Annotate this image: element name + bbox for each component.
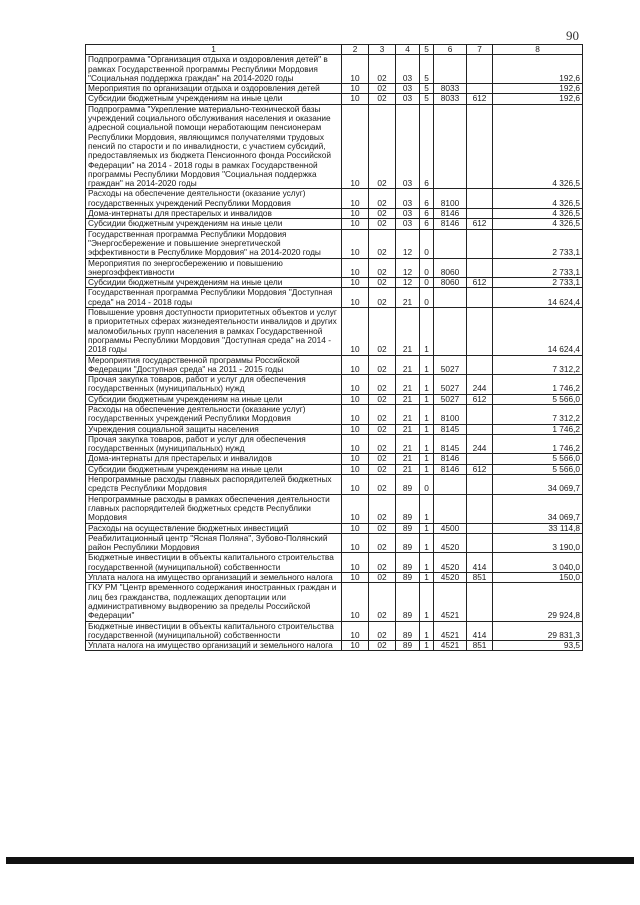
row-amount: 5 566,0 [493,454,583,464]
code-subprogram: 1 [420,583,434,621]
row-amount: 29 924,8 [493,583,583,621]
row-amount: 14 624,4 [493,288,583,308]
code-expense-type [467,355,493,375]
code-expense-type [467,288,493,308]
code-subprogram: 0 [420,258,434,278]
code-expense-type: 414 [467,621,493,641]
page-number: 90 [566,28,579,43]
code-section: 10 [342,355,369,375]
row-name: Мероприятия государственной программы Российской Федерации "Доступная среда" на 2011 - 2015 годы [86,355,342,375]
code-subsection: 02 [369,464,396,474]
table-row [86,189,583,209]
code-program: 89 [396,523,420,533]
code-item: 8060 [434,258,467,278]
code-item: 8146 [434,464,467,474]
code-subprogram: 1 [420,434,434,454]
code-item: 4520 [434,553,467,573]
code-subsection: 02 [369,573,396,583]
code-expense-type: 244 [467,375,493,395]
row-name: Прочая закупка товаров, работ и услуг для обеспечения государственных (муниципальных) нужд [86,434,342,454]
code-section: 10 [342,375,369,395]
code-subsection: 02 [369,424,396,434]
column-header: 3 [369,45,396,55]
table-row [86,494,583,523]
code-section: 10 [342,621,369,641]
code-section: 10 [342,475,369,495]
table-row [86,104,583,189]
code-section: 10 [342,641,369,651]
code-item [434,229,467,258]
code-section: 10 [342,553,369,573]
table-row [86,583,583,621]
code-item: 8145 [434,424,467,434]
table-row [86,475,583,495]
code-program: 21 [396,464,420,474]
row-amount: 7 312,2 [493,355,583,375]
code-expense-type: 612 [467,394,493,404]
code-subprogram: 1 [420,533,434,553]
code-expense-type: 414 [467,553,493,573]
code-subprogram: 0 [420,475,434,495]
code-subsection: 02 [369,583,396,621]
table-row [86,308,583,355]
code-subprogram: 1 [420,355,434,375]
code-program: 21 [396,308,420,355]
code-section: 10 [342,494,369,523]
code-program: 21 [396,454,420,464]
code-expense-type: 612 [467,219,493,229]
code-item: 4520 [434,533,467,553]
code-subprogram: 1 [420,621,434,641]
code-subsection: 02 [369,523,396,533]
code-expense-type [467,308,493,355]
column-header: 4 [396,45,420,55]
code-section: 10 [342,523,369,533]
code-program: 03 [396,94,420,104]
code-expense-type [467,258,493,278]
code-section: 10 [342,84,369,94]
scan-edge-bar [6,857,634,864]
table-row [86,278,583,288]
code-program: 89 [396,573,420,583]
budget-table [85,44,583,651]
code-subsection: 02 [369,308,396,355]
code-expense-type: 244 [467,434,493,454]
code-item: 8146 [434,219,467,229]
row-amount: 192,6 [493,55,583,84]
table-row [86,84,583,94]
code-item: 4520 [434,573,467,583]
code-program: 89 [396,494,420,523]
table-row [86,641,583,651]
table-row [86,454,583,464]
code-subsection: 02 [369,355,396,375]
code-program: 03 [396,84,420,94]
code-item: 5027 [434,355,467,375]
code-expense-type [467,583,493,621]
code-program: 21 [396,404,420,424]
code-program: 21 [396,394,420,404]
code-program: 21 [396,424,420,434]
table-row [86,533,583,553]
code-subsection: 02 [369,641,396,651]
row-name: Повышение уровня доступности приоритетных объектов и услуг в приоритетных сферах жизнедеятельности инвалидов и других маломобильных групп населения в рамках Государственной программы Республики Мордовия "Доступная среда" на 2014 - 2018 годы [86,308,342,355]
code-expense-type [467,209,493,219]
code-section: 10 [342,288,369,308]
row-amount: 34 069,7 [493,494,583,523]
code-program: 89 [396,621,420,641]
code-item: 8060 [434,278,467,288]
code-section: 10 [342,189,369,209]
row-amount: 14 624,4 [493,308,583,355]
row-amount: 4 326,5 [493,219,583,229]
code-program: 12 [396,258,420,278]
code-section: 10 [342,573,369,583]
row-name: Подпрограмма "Организация отдыха и оздоровления детей" в рамках Государственной программы Республики Мордовия "Социальная поддержка граждан" на 2014-2020 годы [86,55,342,84]
row-amount: 4 326,5 [493,104,583,189]
code-subsection: 02 [369,258,396,278]
code-item [434,308,467,355]
table-row [86,464,583,474]
code-subprogram: 1 [420,464,434,474]
code-expense-type [467,424,493,434]
row-amount: 93,5 [493,641,583,651]
table-row [86,258,583,278]
code-program: 89 [396,533,420,553]
code-expense-type: 612 [467,94,493,104]
code-item: 5027 [434,394,467,404]
row-name: Уплата налога на имущество организаций и земельного налога [86,573,342,583]
code-section: 10 [342,55,369,84]
table-row [86,553,583,573]
table-row [86,355,583,375]
row-amount: 1 746,2 [493,375,583,395]
code-expense-type [467,404,493,424]
row-name: Государственная программа Республики Мордовия "Энергосбережение и повышение энергетической эффективности в Республике Мордовия" на 2014-2020 годы [86,229,342,258]
table-row [86,55,583,84]
code-program: 12 [396,229,420,258]
table-row [86,523,583,533]
code-expense-type [467,494,493,523]
table-row [86,434,583,454]
code-subprogram: 1 [420,553,434,573]
code-subprogram: 1 [420,641,434,651]
row-name: Субсидии бюджетным учреждениям на иные цели [86,219,342,229]
table-header-row [86,45,583,55]
row-amount: 34 069,7 [493,475,583,495]
code-section: 10 [342,308,369,355]
code-item: 8146 [434,209,467,219]
code-subprogram: 6 [420,219,434,229]
code-expense-type [467,55,493,84]
code-subprogram: 1 [420,424,434,434]
code-section: 10 [342,434,369,454]
code-program: 21 [396,434,420,454]
code-item: 4521 [434,641,467,651]
code-subsection: 02 [369,94,396,104]
code-section: 10 [342,209,369,219]
table-row [86,394,583,404]
code-section: 10 [342,219,369,229]
row-name: Расходы на обеспечение деятельности (оказание услуг) государственных учреждений Республики Мордовия [86,189,342,209]
row-amount: 3 190,0 [493,533,583,553]
code-subprogram: 1 [420,523,434,533]
code-section: 10 [342,464,369,474]
code-item [434,104,467,189]
code-item: 4500 [434,523,467,533]
code-subprogram: 1 [420,494,434,523]
code-item: 8033 [434,94,467,104]
table-row [86,424,583,434]
code-expense-type [467,84,493,94]
row-amount: 5 566,0 [493,464,583,474]
code-subsection: 02 [369,84,396,94]
code-subsection: 02 [369,394,396,404]
code-item: 8145 [434,434,467,454]
row-name: Бюджетные инвестиции в объекты капитального строительства государственной (муниципальной) собственности [86,621,342,641]
column-header: 1 [86,45,342,55]
code-subprogram: 0 [420,229,434,258]
code-subsection: 02 [369,209,396,219]
column-header: 8 [493,45,583,55]
code-program: 21 [396,355,420,375]
code-program: 89 [396,553,420,573]
column-header: 5 [420,45,434,55]
code-subprogram: 5 [420,84,434,94]
code-subsection: 02 [369,375,396,395]
code-program: 03 [396,189,420,209]
table-row [86,94,583,104]
row-amount: 2 733,1 [493,258,583,278]
table-row [86,404,583,424]
code-item: 8100 [434,404,467,424]
column-header: 2 [342,45,369,55]
code-expense-type [467,104,493,189]
code-subsection: 02 [369,288,396,308]
code-program: 89 [396,475,420,495]
code-section: 10 [342,424,369,434]
code-subprogram: 5 [420,55,434,84]
row-name: Субсидии бюджетным учреждениям на иные цели [86,278,342,288]
row-name: Расходы на обеспечение деятельности (оказание услуг) государственных учреждений Республики Мордовия [86,404,342,424]
code-program: 03 [396,209,420,219]
code-subsection: 02 [369,404,396,424]
row-name: Дома-интернаты для престарелых и инвалидов [86,454,342,464]
code-program: 12 [396,278,420,288]
row-amount: 1 746,2 [493,434,583,454]
table-row [86,209,583,219]
table-row [86,375,583,395]
code-section: 10 [342,394,369,404]
code-expense-type [467,475,493,495]
row-amount: 2 733,1 [493,229,583,258]
code-program: 21 [396,375,420,395]
row-name: Субсидии бюджетным учреждениям на иные цели [86,94,342,104]
code-section: 10 [342,533,369,553]
code-item [434,55,467,84]
row-name: Государственная программа Республики Мордовия "Доступная среда" на 2014 - 2018 годы [86,288,342,308]
code-subsection: 02 [369,494,396,523]
code-expense-type [467,533,493,553]
row-name: Уплата налога на имущество организаций и земельного налога [86,641,342,651]
code-program: 21 [396,288,420,308]
code-subprogram: 5 [420,94,434,104]
row-name: Субсидии бюджетным учреждениям на иные цели [86,464,342,474]
code-subsection: 02 [369,434,396,454]
code-program: 89 [396,583,420,621]
row-amount: 4 326,5 [493,209,583,219]
code-subprogram: 1 [420,404,434,424]
table-row [86,219,583,229]
code-section: 10 [342,258,369,278]
row-amount: 5 566,0 [493,394,583,404]
column-header: 7 [467,45,493,55]
row-amount: 2 733,1 [493,278,583,288]
row-amount: 1 746,2 [493,424,583,434]
code-item: 4521 [434,583,467,621]
code-expense-type [467,454,493,464]
code-subsection: 02 [369,454,396,464]
row-name: Непрограммные расходы главных распорядителей бюджетных средств Республики Мордовия [86,475,342,495]
code-subsection: 02 [369,533,396,553]
row-name: Мероприятия по энергосбережению и повышению энергоэффективности [86,258,342,278]
code-section: 10 [342,229,369,258]
row-amount: 4 326,5 [493,189,583,209]
code-program: 03 [396,55,420,84]
code-item [434,288,467,308]
code-subsection: 02 [369,189,396,209]
code-subprogram: 1 [420,375,434,395]
table-row [86,288,583,308]
code-expense-type [467,523,493,533]
table-row [86,621,583,641]
code-subsection: 02 [369,104,396,189]
code-item: 8146 [434,454,467,464]
code-item [434,475,467,495]
code-item: 8100 [434,189,467,209]
row-name: Учреждения социальной защиты населения [86,424,342,434]
code-section: 10 [342,278,369,288]
table-row [86,573,583,583]
code-expense-type [467,189,493,209]
row-name: ГКУ РМ "Центр временного содержания иностранных граждан и лиц без гражданства, подлежащих депортации или административному выдворению за пределы Российской Федерации" [86,583,342,621]
row-name: Подпрограмма "Укрепление материально-технической базы учреждений социального обслуживания населения и оказание адресной социальной помощи неработающим пенсионерам Республики Мордовия, являющимся получателями трудовых пенсий по старости и по инвалидности, с участием субсидий, предоставляемых из бюджета Пенсионного фонда Российской Федерации" на 2014 - 2018 годы в рамках Государственной программы Республики Мордовия "Социальная поддержка граждан" на 2014-2020 годы [86,104,342,189]
row-name: Реабилитационный центр "Ясная Поляна", Зубово-Полянский район Республики Мордовия [86,533,342,553]
code-subsection: 02 [369,475,396,495]
code-subsection: 02 [369,278,396,288]
row-name: Мероприятия по организации отдыха и оздоровления детей [86,84,342,94]
code-subprogram: 6 [420,209,434,219]
row-amount: 3 040,0 [493,553,583,573]
code-section: 10 [342,404,369,424]
row-amount: 150,0 [493,573,583,583]
code-subprogram: 6 [420,104,434,189]
code-subsection: 02 [369,229,396,258]
code-expense-type: 851 [467,573,493,583]
code-subprogram: 1 [420,394,434,404]
row-amount: 192,6 [493,94,583,104]
code-program: 03 [396,104,420,189]
row-amount: 33 114,8 [493,523,583,533]
code-item [434,494,467,523]
table-row [86,229,583,258]
code-subprogram: 0 [420,288,434,308]
code-expense-type: 612 [467,464,493,474]
code-program: 03 [396,219,420,229]
code-subprogram: 1 [420,454,434,464]
code-item: 5027 [434,375,467,395]
code-section: 10 [342,104,369,189]
row-name: Дома-интернаты для престарелых и инвалидов [86,209,342,219]
row-name: Расходы на осуществление бюджетных инвестиций [86,523,342,533]
row-amount: 7 312,2 [493,404,583,424]
column-header: 6 [434,45,467,55]
row-amount: 29 831,3 [493,621,583,641]
code-subprogram: 1 [420,308,434,355]
code-item: 8033 [434,84,467,94]
code-program: 89 [396,641,420,651]
code-expense-type: 851 [467,641,493,651]
code-subsection: 02 [369,219,396,229]
row-name: Непрограммные расходы в рамках обеспечения деятельности главных распорядителей бюджетных средств Республики Мордовия [86,494,342,523]
row-name: Субсидии бюджетным учреждениям на иные цели [86,394,342,404]
code-subprogram: 1 [420,573,434,583]
code-section: 10 [342,94,369,104]
row-name: Прочая закупка товаров, работ и услуг для обеспечения государственных (муниципальных) нужд [86,375,342,395]
code-section: 10 [342,454,369,464]
code-subsection: 02 [369,621,396,641]
code-item: 4521 [434,621,467,641]
code-expense-type [467,229,493,258]
code-subprogram: 0 [420,278,434,288]
code-subsection: 02 [369,553,396,573]
row-amount: 192,6 [493,84,583,94]
code-subsection: 02 [369,55,396,84]
row-name: Бюджетные инвестиции в объекты капитального строительства государственной (муниципальной) собственности [86,553,342,573]
code-section: 10 [342,583,369,621]
code-subprogram: 6 [420,189,434,209]
code-expense-type: 612 [467,278,493,288]
